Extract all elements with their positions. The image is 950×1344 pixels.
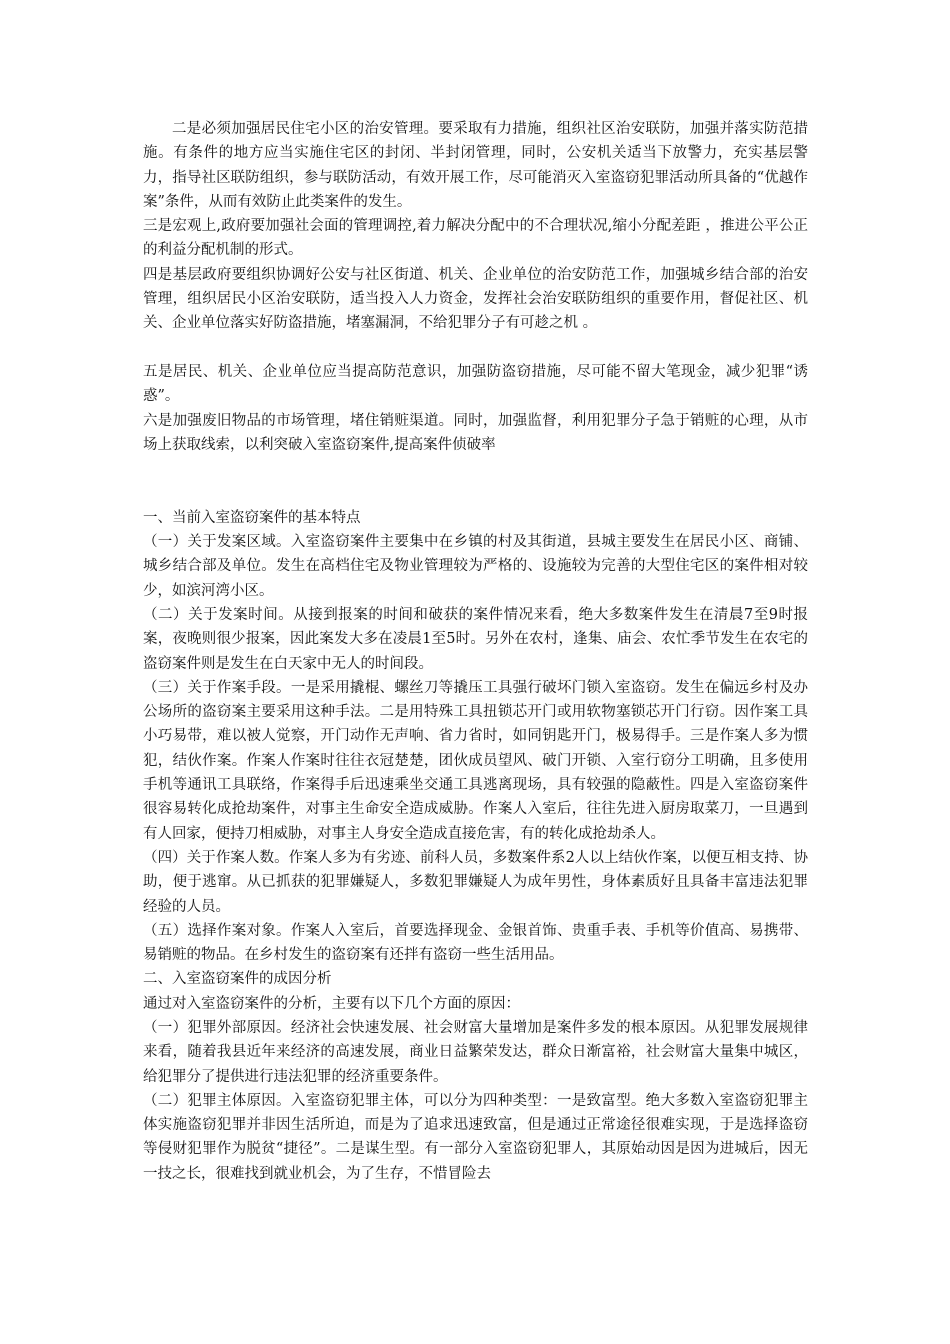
paragraph-intro: 通过对入室盗窃案件的分析，主要有以下几个方面的原因： [143,995,520,1012]
paragraph-measure-5: 五是居民、机关、企业单位应当提高防范意识，加强防盗窃措施，尽可能不留大笔现金，减少犯罪“诱惑”。 [143,363,808,405]
paragraph-targets: （五）选择作案对象。作案人入室后，首要选择现金、金银首饰、贵重手表、手机等价值高、易携带、易销赃的物品。在乡村发生的盗窃案有还拌有盗窃一些生活用品。 [143,922,808,964]
blank-line [143,481,808,505]
paragraph-measure-2: 二是必须加强居民住宅小区的治安管理。要采取有力措施，组织社区治安联防，加强并落实防范措施。有条件的地方应当实施住宅区的封闭、半封闭管理，同时，公安机关适当下放警力，充实基层警力，指导社区联防组织，参与联防活动，有效开展工作，尽可能消灭入室盗窃犯罪活动所具备的“优越作案”条件，从而有效防止此类案件的发生。 [143,121,808,210]
paragraph-measure-6: 六是加强废旧物品的市场管理，堵住销赃渠道。同时，加强监督，利用犯罪分子急于销赃的心理，从市场上获取线索，以利突破入室盗窃案件,提高案件侦破率 [143,412,808,453]
paragraph-headcount: （四）关于作案人数。作案人多为有劣迹、前科人员，多数案件系2人以上结伙作案，以便互相支持、协助，便于逃窜。从已抓获的犯罪嫌疑人，多数犯罪嫌疑人为成年男性，身体素质好且具备丰富违法犯罪经验的人员。 [143,849,808,915]
paragraph-method: （三）关于作案手段。一是采用撬棍、螺丝刀等撬压工具强行破坏门锁入室盗窃。发生在偏远乡村及办公场所的盗窃案主要采用这种手法。二是用特殊工具扭锁芯开门或用软物塞锁芯开门行窃。因作案工具小巧易带，难以被人觉察，开门动作无声响、省力省时，如同钥匙开门，极易得手。三是作案人多为惯犯，结伙作案。作案人作案时往往衣冠楚楚，团伙成员望风、破门开锁、入室行窃分工明确，且多使用手机等通讯工具联络，作案得手后迅速乘坐交通工具逃离现场，具有较强的隐蔽性。四是入室盗窃案件很容易转化成抢劫案件，对事主生命安全造成威胁。作案人入室后，往往先进入厨房取菜刀，一旦遇到有人回家，便持刀相威胁，对事主人身安全造成直接危害，有的转化成抢劫杀人。 [143,679,808,842]
paragraph-area: （一）关于发案区域。入室盗窃案件主要集中在乡镇的村及其街道，县城主要发生在居民小区、商铺、城乡结合部及单位。发生在高档住宅及物业管理较为严格的、设施较为完善的大型住宅区的案件相对较少，如滨河湾小区。 [143,534,808,599]
paragraph-time: （二）关于发案时间。从接到报案的时间和破获的案件情况来看，绝大多数案件发生在清晨7至9时报案，夜晚则很少报案，因此案发大多在凌晨1至5时。另外在农村，逢集、庙会、农忙季节发生在农宅的盗窃案件则是发生在白天家中无人的时间段。 [143,606,808,672]
paragraph-subject-cause: （二）犯罪主体原因。入室盗窃犯罪主体，可以分为四种类型：一是致富型。绝大多数入室盗窃犯罪主体实施盗窃犯罪并非因生活所迫，而是为了追求迅速致富，但是通过正常途径很难实现，于是选择盗窃等侵财犯罪作为脱贫“捷径”。二是谋生型。有一部分入室盗窃犯罪人，其原始动因是因为进城后，因无一技之长，很难找到就业机会，为了生存，不惜冒险去 [143,1092,808,1182]
section-heading-1: 一、当前入室盗窃案件的基本特点 [143,509,361,526]
blank-line [143,457,808,481]
section-heading-2: 二、入室盗窃案件的成因分析 [143,971,332,988]
paragraph-measure-4: 四是基层政府要组织协调好公安与社区街道、机关、企业单位的治安防范工作，加强城乡结合部的治安管理，组织居民小区治安联防，适当投入人力资金，发挥社会治安联防组织的重要作用，督促社区、机关、企业单位落实好防盗措施，堵塞漏洞，不给犯罪分子有可趁之机 。 [143,266,808,332]
paragraph-external-cause: （一）犯罪外部原因。经济社会快速发展、社会财富大量增加是案件多发的根本原因。从犯罪发展规律来看，随着我县近年来经济的高速发展，商业日益繁荣发达，群众日渐富裕，社会财富大量集中城区，给犯罪分了提供进行违法犯罪的经济重要条件。 [143,1019,808,1085]
document-body [143,117,808,1186]
blank-line [143,336,808,360]
paragraph-measure-3: 三是宏观上,政府要加强社会面的管理调控,着力解决分配中的不合理状况,缩小分配差距 ，推进公平公正的利益分配机制的形式。 [143,218,808,259]
